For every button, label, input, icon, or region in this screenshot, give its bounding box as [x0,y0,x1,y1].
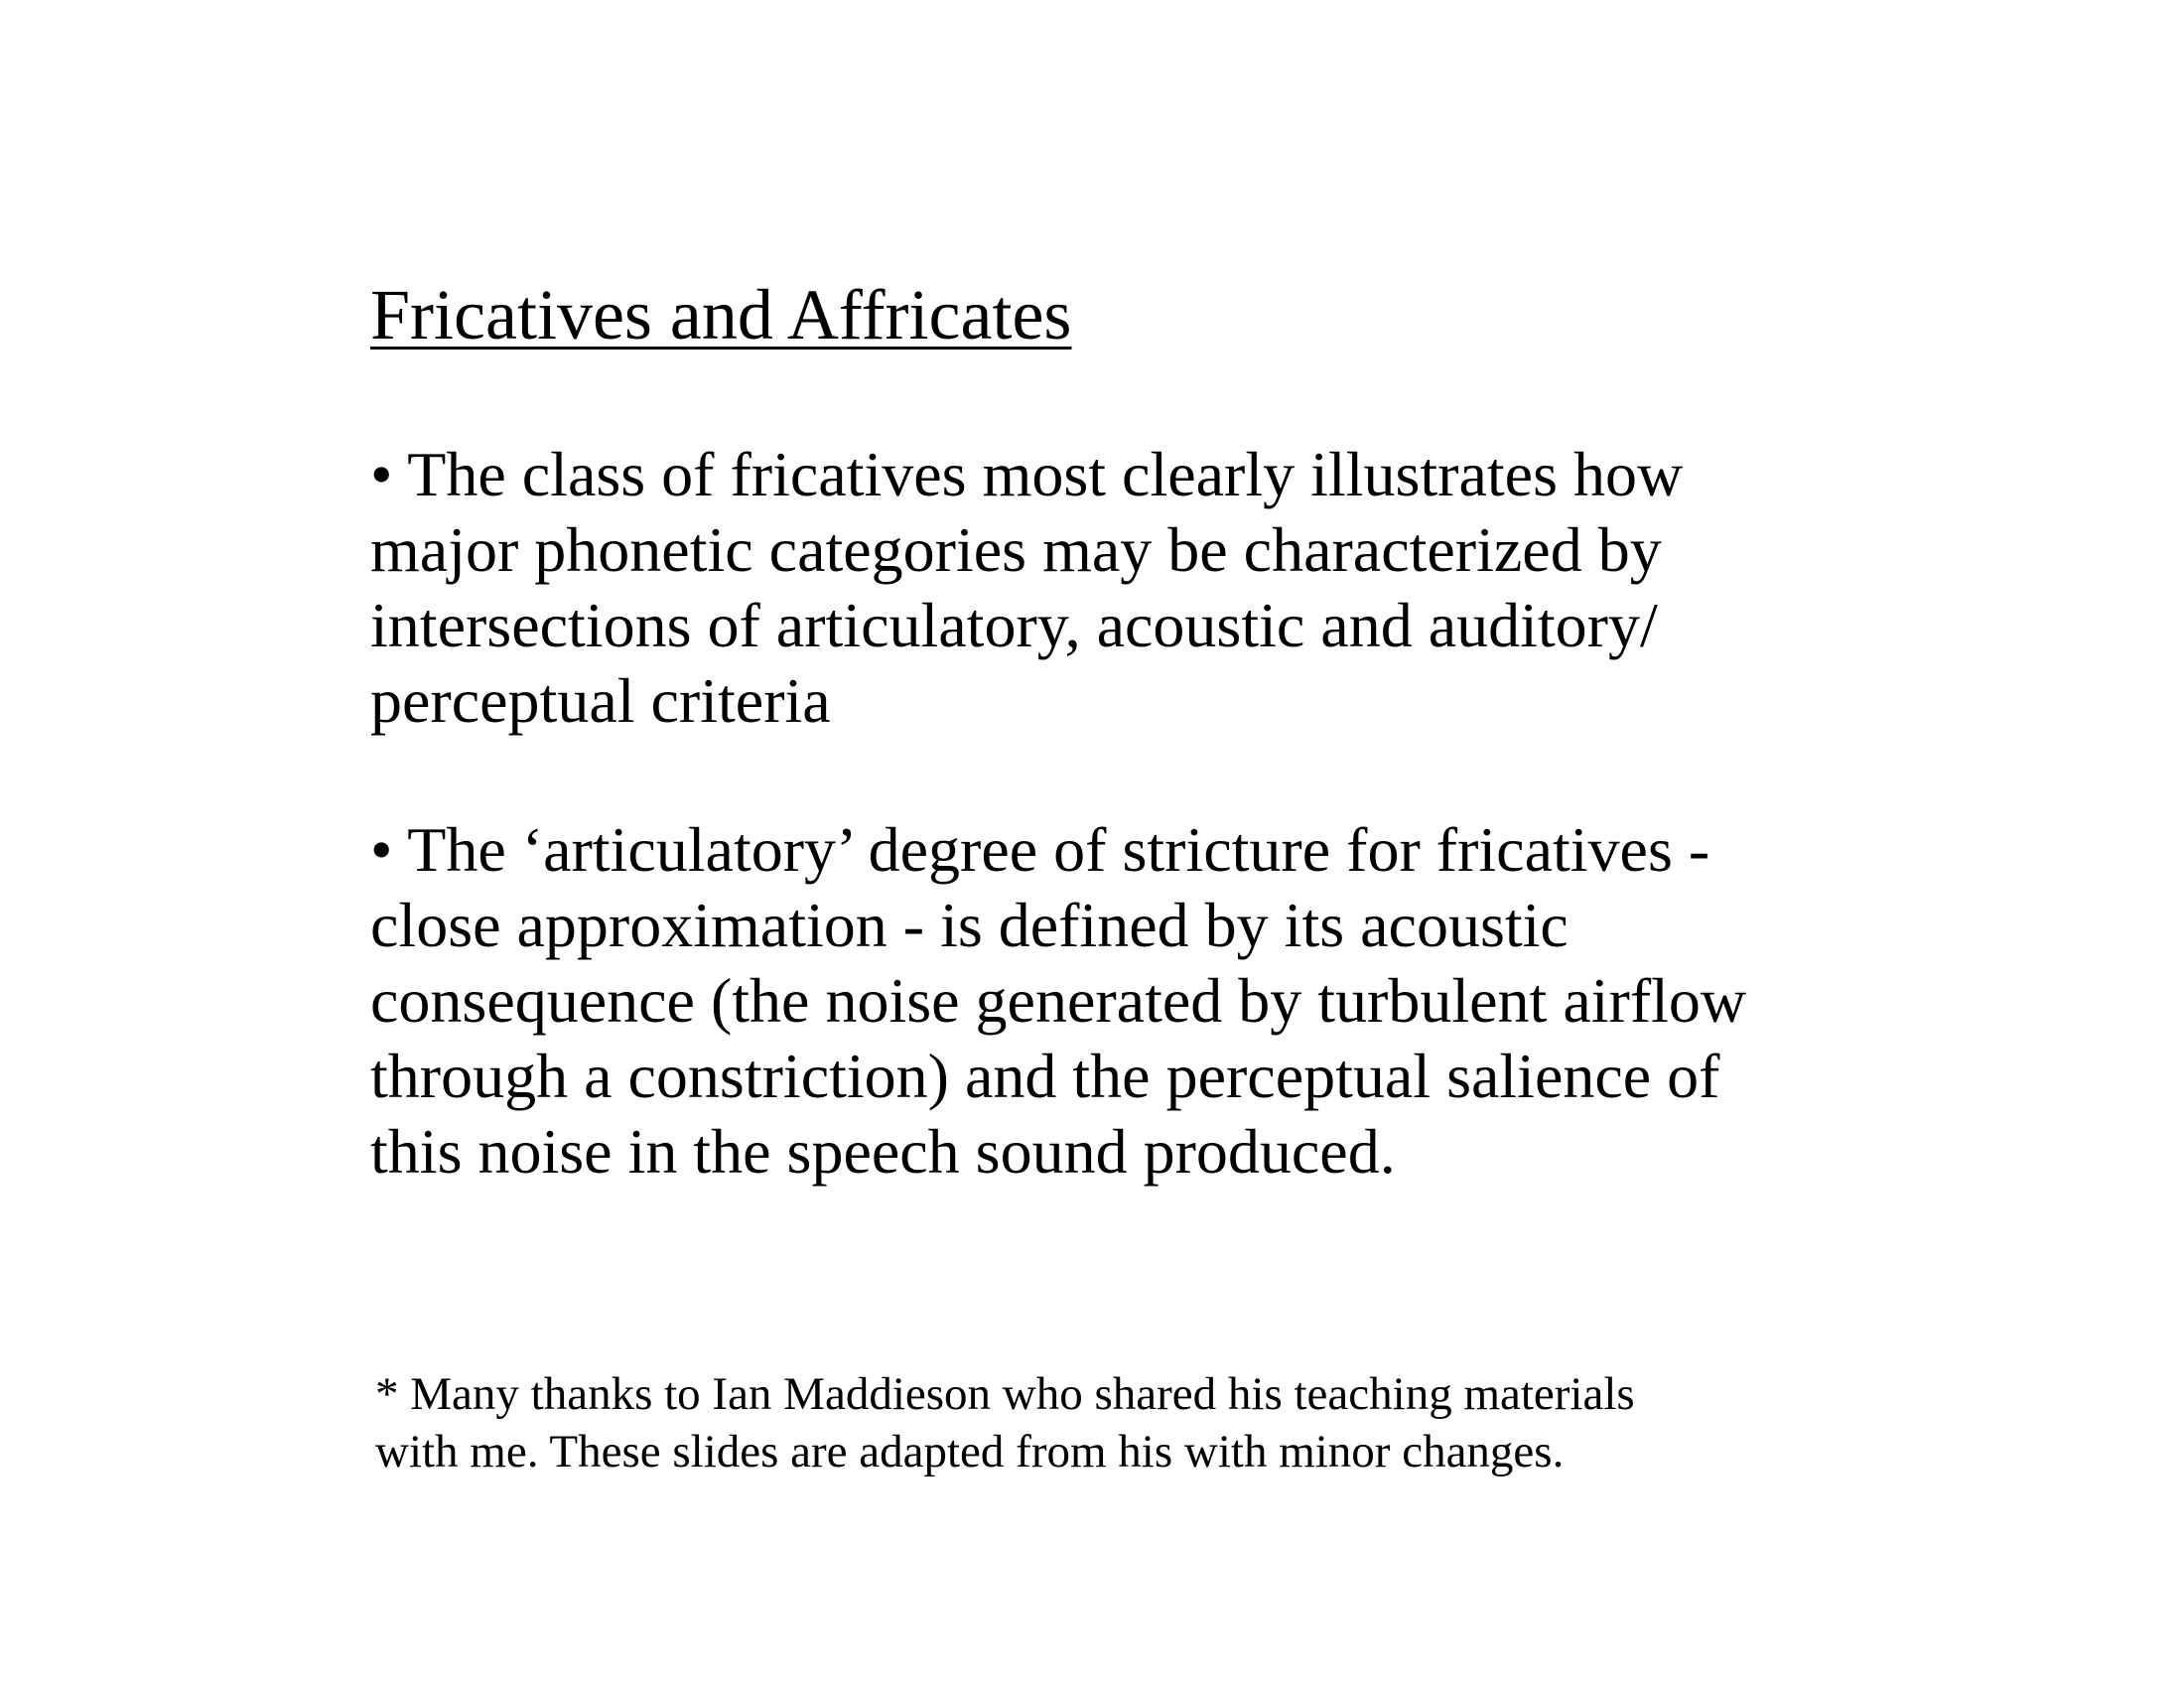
bullet-1-line-2: major phonetic categories may be characterized by [370,514,1662,585]
footnote [375,1365,1635,1480]
bullet-point-2 [370,812,1859,1190]
footnote-line-1: * Many thanks to Ian Maddieson who shared his teaching materials [375,1368,1635,1420]
bullet-2-line-4: through a constriction) and the perceptual salience of [370,1041,1720,1111]
bullet-1-line-1: • The class of fricatives most clearly illustrates how [370,439,1684,509]
footnote-line-2: with me. These slides are adapted from his with minor changes. [375,1426,1565,1477]
bullet-2-line-3: consequence (the noise generated by turbulent airflow [370,965,1747,1036]
slide-title: Fricatives and Affricates [370,275,1072,354]
bullet-2-line-1: • The ‘articulatory’ degree of stricture for fricatives - [370,814,1710,885]
bullet-2-line-2: close approximation - is defined by its acoustic [370,890,1569,960]
bullet-1-line-4: perceptual criteria [370,665,831,736]
bullet-2-line-5: this noise in the speech sound produced. [370,1116,1396,1187]
bullet-1-line-3: intersections of articulatory, acoustic and auditory/ [370,590,1658,660]
bullet-point-1 [370,437,1859,739]
